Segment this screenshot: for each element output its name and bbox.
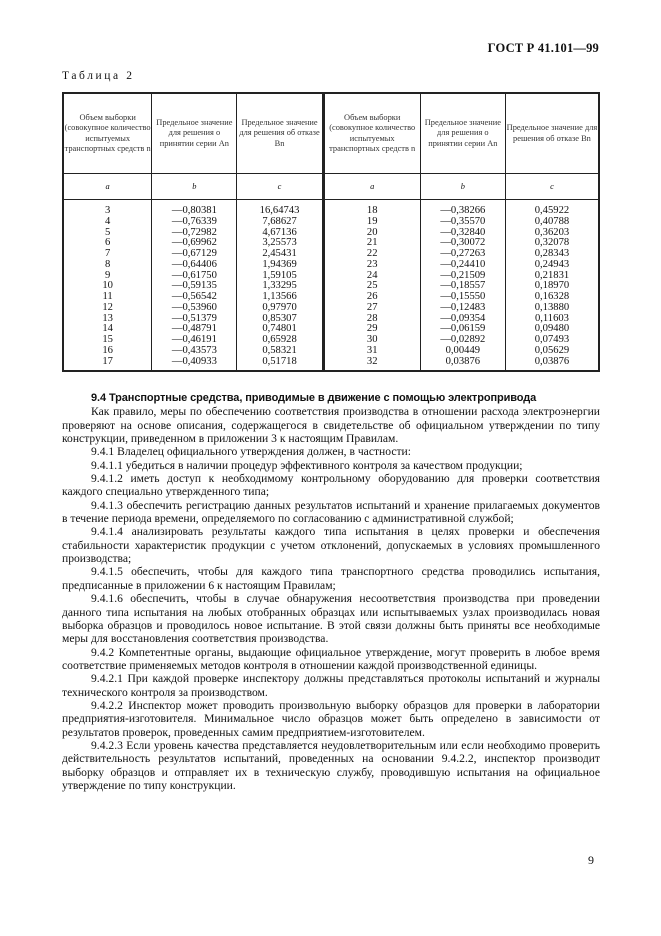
table-data-row xyxy=(63,200,599,372)
table-cell: —0,09354 xyxy=(440,312,486,324)
table-cell: 0,03876 xyxy=(534,355,570,367)
table-cell: 16 xyxy=(102,344,113,356)
table-cell: —0,51379 xyxy=(171,312,217,324)
table-cell: 9 xyxy=(104,269,111,281)
table-cell: —0,30072 xyxy=(440,237,486,249)
table-cell: 14 xyxy=(102,323,113,335)
col-a-right xyxy=(420,200,505,372)
paragraph: 9.4.2.1 При каждой проверке инспектору должны представляться протоколы испытаний и журналы технического контроля за производством. xyxy=(62,672,600,699)
letter-cell: c xyxy=(505,174,599,200)
table-cell: 17 xyxy=(102,355,113,367)
table-cell: —0,02892 xyxy=(440,334,486,345)
paragraph: 9.4.2 Компетентные органы, выдающие официальное утверждение, могут проверить в любое время соответствие применяемых методов контроля в отношении каждой производственной единицы. xyxy=(62,645,600,672)
table-cell: —0,48791 xyxy=(171,323,217,335)
table-cell: 23 xyxy=(366,258,378,270)
table-cell: —0,59135 xyxy=(171,280,217,292)
table-cell: 1,59105 xyxy=(262,269,297,281)
paragraph: 9.4.1 Владелец официального утверждения должен, в частности: xyxy=(91,445,411,459)
table-cell: 0,74801 xyxy=(262,323,297,335)
table-cell: —0,21509 xyxy=(440,269,486,281)
page-number: 9 xyxy=(588,853,594,867)
letter-cell: b xyxy=(152,174,237,200)
table-cell: —0,43573 xyxy=(171,344,217,356)
table-cell: 0,97970 xyxy=(262,301,297,313)
paragraph: 9.4.2.2 Инспектор может проводить произвольную выборку образцов для проверки в лаборатории предприятия-изготовителя. Минимальное число образцов может быть определено в зависимости от результатов проверок, проведенных самим предприятием-изготовителем. xyxy=(62,698,600,739)
limits-table xyxy=(62,92,600,372)
paragraph: 9.4.1.5 обеспечить, чтобы для каждого типа транспортного средства проводились испытания, предписанные в приложении 6 к настоящим Правилам; xyxy=(62,565,600,592)
table-cell: —0,64406 xyxy=(171,258,217,270)
section-heading: 9.4 Транспортные средства, приводимые в движение с помощью электропривода xyxy=(91,392,537,404)
paragraphs xyxy=(62,405,600,792)
table-cell: —0,67129 xyxy=(171,248,217,259)
table-cell: 18 xyxy=(366,205,378,216)
col-b-left xyxy=(237,200,323,372)
header-cell: Предельное значение для решения о принятии серии An xyxy=(420,93,505,174)
table-cell: 0,03876 xyxy=(445,355,481,367)
table-cell: 5 xyxy=(104,226,111,238)
table-cell: 0,51718 xyxy=(262,355,297,367)
col-n-right xyxy=(323,200,420,372)
table-cell: 0,16328 xyxy=(534,291,570,302)
table-cell: —0,35570 xyxy=(440,215,486,227)
table-cell: —0,72982 xyxy=(171,226,217,238)
table-cell: 24 xyxy=(366,269,378,281)
paragraph: 9.4.1.2 иметь доступ к необходимому контрольному оборудованию для проверки соответствия каждого специально утвержденного типа; xyxy=(62,472,600,499)
table-cell: 31 xyxy=(366,344,378,356)
table-cell: 0,65928 xyxy=(262,334,297,345)
table-cell: 29 xyxy=(366,323,378,335)
table-cell: 0,32078 xyxy=(534,237,570,249)
table-cell: 0,24943 xyxy=(534,258,570,270)
table-cell: 22 xyxy=(366,248,378,259)
table-header-row xyxy=(63,93,599,174)
letter-cell: c xyxy=(237,174,323,200)
table-cell: 0,40788 xyxy=(534,215,570,227)
document-code: ГОСТ Р 41.101—99 xyxy=(487,41,599,55)
table-caption: Таблица 2 xyxy=(62,70,135,82)
table-cell: 21 xyxy=(366,237,378,249)
letter-cell: b xyxy=(420,174,505,200)
table-cell: —0,53960 xyxy=(171,301,217,313)
table-cell: 28 xyxy=(366,312,378,324)
table-cell: 1,94369 xyxy=(262,258,297,270)
table-cell: 7 xyxy=(104,248,111,259)
table-cell: 0,58321 xyxy=(262,344,297,356)
col-a-left xyxy=(152,200,237,372)
paragraph: 9.4.1.6 обеспечить, чтобы в случае обнаружения несоответствия производства при проведении данного типа испытания на любых отобранных образцах или испытываемых узлах производилась новая выборка образцов и проводилось новое испытание. В этой связи должны быть приняты все необходимые меры для восстановления соответствия производства. xyxy=(62,592,600,646)
paragraph: Как правило, меры по обеспечению соответствия производства в отношении расхода электроэнергии проверяют на основе описания, содержащегося в свидетельстве об официальном утверждении по типу конструкции, приведенном в приложении 3 к настоящим Правилам. xyxy=(62,405,600,446)
table-cell: 0,11603 xyxy=(534,312,569,324)
table-cell: 19 xyxy=(366,215,378,227)
table-cell: 0,36203 xyxy=(534,226,570,238)
paragraph: 9.4.1.1 убедиться в наличии процедур эффективного контроля за качеством продукции; xyxy=(91,458,523,472)
table-cell: 0,18970 xyxy=(534,280,570,292)
table-cell: 30 xyxy=(366,334,378,345)
table-cell: —0,27263 xyxy=(440,248,486,259)
table-cell: 20 xyxy=(366,226,378,238)
table-cell: 10 xyxy=(102,280,113,292)
table-cell: 0,13880 xyxy=(534,301,570,313)
table-cell: —0,32840 xyxy=(440,226,486,238)
header-cell: Предельное значение для решения об отказе Bn xyxy=(237,93,323,174)
header-cell: Объем выборки (совокупное количество испытуемых транспортных средств n xyxy=(63,93,152,174)
table-cell: —0,15550 xyxy=(440,291,486,302)
table-cell: 0,09480 xyxy=(534,323,570,335)
table-cell: —0,18557 xyxy=(440,280,486,292)
table-cell: 0,21831 xyxy=(534,269,570,281)
col-b-right xyxy=(505,200,599,372)
table-cell: —0,56542 xyxy=(171,291,217,302)
table-cell: 8 xyxy=(104,258,111,270)
table-cell: 1,13566 xyxy=(262,291,297,302)
col-n-left xyxy=(63,200,152,372)
table-cell: —0,38266 xyxy=(440,205,486,216)
table-cell: 4,67136 xyxy=(262,226,297,238)
table-cell: 0,85307 xyxy=(262,312,297,324)
table-cell: —0,46191 xyxy=(171,334,217,345)
table-cell: 11 xyxy=(102,291,113,302)
body-text xyxy=(62,392,600,792)
table-cell: 6 xyxy=(104,237,111,249)
table-cell: 4 xyxy=(104,215,111,227)
table-cell: 3 xyxy=(104,205,111,216)
table-cell: —0,80381 xyxy=(171,205,217,216)
table-letter-row xyxy=(63,174,599,200)
table-cell: 0,05629 xyxy=(534,344,570,356)
table-cell: 3,25573 xyxy=(262,237,297,249)
table-cell: 15 xyxy=(102,334,113,345)
header-cell: Предельное значение для решения о принятии серии An xyxy=(152,93,237,174)
table-cell: 26 xyxy=(366,291,378,302)
table-cell: —0,40933 xyxy=(171,355,217,367)
table-cell: 2,45431 xyxy=(262,248,297,259)
table-cell: 16,64743 xyxy=(259,205,300,216)
table-cell: 25 xyxy=(366,280,378,292)
table-cell: 0,00449 xyxy=(445,344,481,356)
table-cell: 27 xyxy=(366,301,378,313)
table-cell: 0,45922 xyxy=(534,205,570,216)
paragraph: 9.4.1.4 анализировать результаты каждого типа испытания в целях проверки и обеспечения стабильности характеристик продукции с учетом отклонений, допускаемых в условиях промышленного производства; xyxy=(62,525,600,566)
letter-cell: a xyxy=(323,174,420,200)
letter-cell: a xyxy=(63,174,152,200)
table-cell: —0,61750 xyxy=(171,269,217,281)
header-cell: Объем выборки (совокупное количество испытуемых транспортных средств n xyxy=(323,93,420,174)
table-cell: —0,06159 xyxy=(440,323,486,335)
table-cell: —0,24410 xyxy=(440,258,486,270)
paragraph: 9.4.2.3 Если уровень качества представляется неудовлетворительным или если необходимо проверить действительность результатов испытаний, проведенных на основании 9.4.2.2, инспектор производит выборку образцов и отправляет их в техническую службу, проводившую испытания на официальное утверждение по типу конструкции. xyxy=(62,738,600,792)
table-cell: 12 xyxy=(102,301,113,313)
header-cell: Предельное значение для решения об отказе Bn xyxy=(505,93,599,174)
table-cell: 13 xyxy=(102,312,113,324)
table-cell: 1,33295 xyxy=(262,280,297,292)
table-cell: 32 xyxy=(366,355,378,367)
table-cell: 0,07493 xyxy=(534,334,570,345)
table-cell: 7,68627 xyxy=(262,215,297,227)
table-cell: —0,69962 xyxy=(171,237,217,249)
table-cell: 0,28343 xyxy=(534,248,570,259)
paragraph: 9.4.1.3 обеспечить регистрацию данных результатов испытаний и хранение прилагаемых документов в течение периода времени, определяемого по согласованию с административной службой; xyxy=(62,498,600,526)
table-cell: —0,12483 xyxy=(440,301,486,313)
table-cell: —0,76339 xyxy=(171,215,217,227)
